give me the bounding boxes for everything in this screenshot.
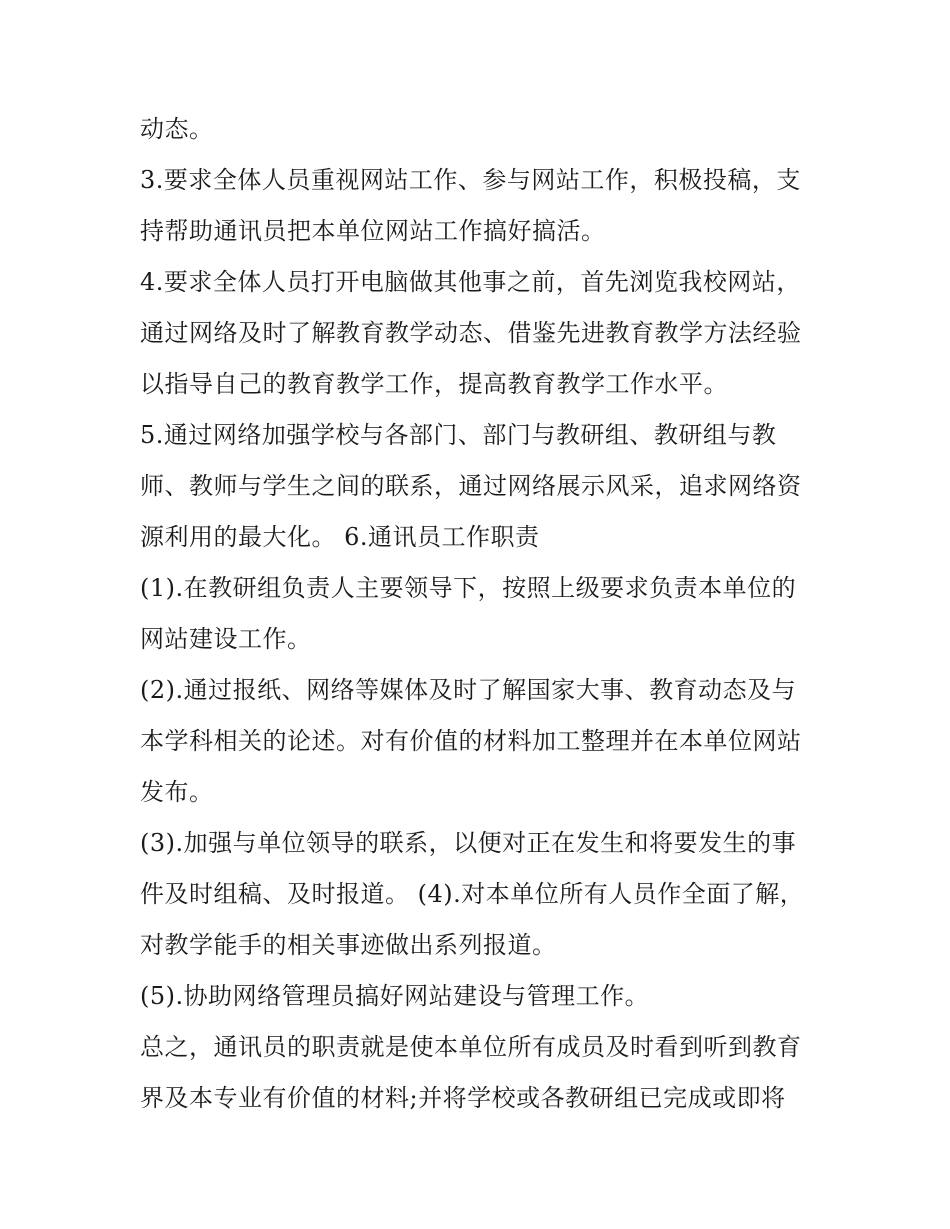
text-line: (1).在教研组负责人主要领导下，按照上级要求负责本单位的 (140, 574, 797, 602)
text-line: (2).通过报纸、网络等媒体及时了解国家大事、教育动态及与 (140, 676, 797, 704)
text-line: 界及本专业有价值的材料;并将学校或各教研组已完成或即将 (140, 1084, 786, 1112)
text-line: 通过网络及时了解教育教学动态、借鉴先进教育教学方法经验 (140, 319, 802, 347)
text-line: 以指导自己的教育教学工作，提高教育教学工作水平。 (140, 370, 728, 398)
document-body (140, 104, 840, 1124)
text-line: 5.通过网络加强学校与各部门、部门与教研组、教研组与教 (140, 421, 777, 449)
text-line: 网站建设工作。 (140, 625, 312, 653)
text-line: 总之，通讯员的职责就是使本单位所有成员及时看到听到教育 (140, 1033, 802, 1061)
text-line: 动态。 (140, 115, 214, 143)
text-line: 发布。 (140, 778, 214, 806)
text-line: 源利用的最大化。 6.通讯员工作职责 (140, 523, 540, 551)
text-line: 本学科相关的论述。对有价值的材料加工整理并在本单位网站 (140, 727, 802, 755)
text-line: (3).加强与单位领导的联系，以便对正在发生和将要发生的事 (140, 829, 797, 857)
text-line: 对教学能手的相关事迹做出系列报道。 (140, 931, 557, 959)
text-line: 持帮助通讯员把本单位网站工作搞好搞活。 (140, 217, 606, 245)
text-line: 4.要求全体人员打开电脑做其他事之前，首先浏览我校网站， (140, 268, 801, 296)
text-line: (5).协助网络管理员搞好网站建设与管理工作。 (140, 982, 650, 1010)
text-line: 3.要求全体人员重视网站工作、参与网站工作，积极投稿，支 (140, 166, 801, 194)
text-line: 师、教师与学生之间的联系，通过网络展示风采，追求网络资 (140, 472, 802, 500)
text-line: 件及时组稿、及时报道。 (4).对本单位所有人员作全面了解， (140, 880, 805, 908)
